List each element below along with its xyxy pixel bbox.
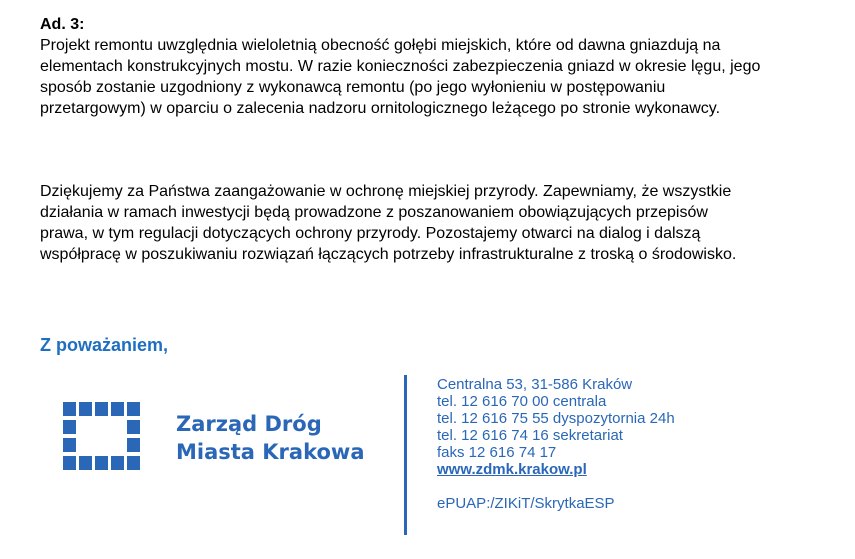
section-ad3 <box>40 14 830 119</box>
paragraph-line: Projekt remontu uwzględnia wieloletnią obecność gołębi miejskich, które od dawna gniazdują na <box>40 37 721 54</box>
signature-divider <box>404 375 407 535</box>
logo-wordmark <box>176 410 365 466</box>
paragraph-line: Dziękujemy za Państwa zaangażowanie w ochronę miejskiej przyrody. Zapewniamy, że wszystkie <box>40 183 732 200</box>
logo-line: Miasta Krakowa <box>176 440 365 464</box>
closing-salutation: Z poważaniem, <box>40 335 169 355</box>
paragraph-line: elementach konstrukcyjnych mostu. W razie konieczności zabezpieczenia gniazd w okresie lęgu, jego <box>40 58 761 75</box>
contact-block <box>437 376 675 512</box>
contact-epuap: ePUAP:/ZIKiT/SkrytkaESP <box>437 495 615 512</box>
paragraph-line: sposób zostanie uzgodniony z wykonawcą remontu (po jego wyłonieniu w postępowaniu <box>40 79 666 96</box>
paragraph-line: prawa, w tym regulacji dotyczących ochrony przyrody. Pozostajemy otwarci na dialog i dalszą <box>40 225 701 242</box>
section-heading: Ad. 3: <box>40 16 85 33</box>
paragraph-line: działania w ramach inwestycji będą prowadzone z poszanowaniem obowiązujących przepisów <box>40 204 708 221</box>
spacer <box>437 478 675 495</box>
zdmk-logo <box>63 402 383 470</box>
paragraph-line: przetargowym) w oparciu o zalecenia nadzoru ornitologicznego leżącego po stronie wykonawcy. <box>40 100 721 117</box>
contact-address: Centralna 53, 31-586 Kraków <box>437 376 633 393</box>
section-thanks <box>40 181 830 265</box>
contact-fax: faks 12 616 74 17 <box>437 444 557 461</box>
zdmk-logo-mark-icon <box>63 402 141 470</box>
contact-phone: tel. 12 616 74 16 sekretariat <box>437 427 623 444</box>
contact-phone: tel. 12 616 75 55 dyspozytornia 24h <box>437 410 675 427</box>
website-link[interactable]: www.zdmk.krakow.pl <box>437 461 587 478</box>
logo-line: Zarząd Dróg <box>176 412 322 436</box>
contact-phone: tel. 12 616 70 00 centrala <box>437 393 607 410</box>
paragraph-line: współpracę w poszukiwaniu rozwiązań łączących potrzeby infrastrukturalne z troską o środowisko. <box>40 246 737 263</box>
